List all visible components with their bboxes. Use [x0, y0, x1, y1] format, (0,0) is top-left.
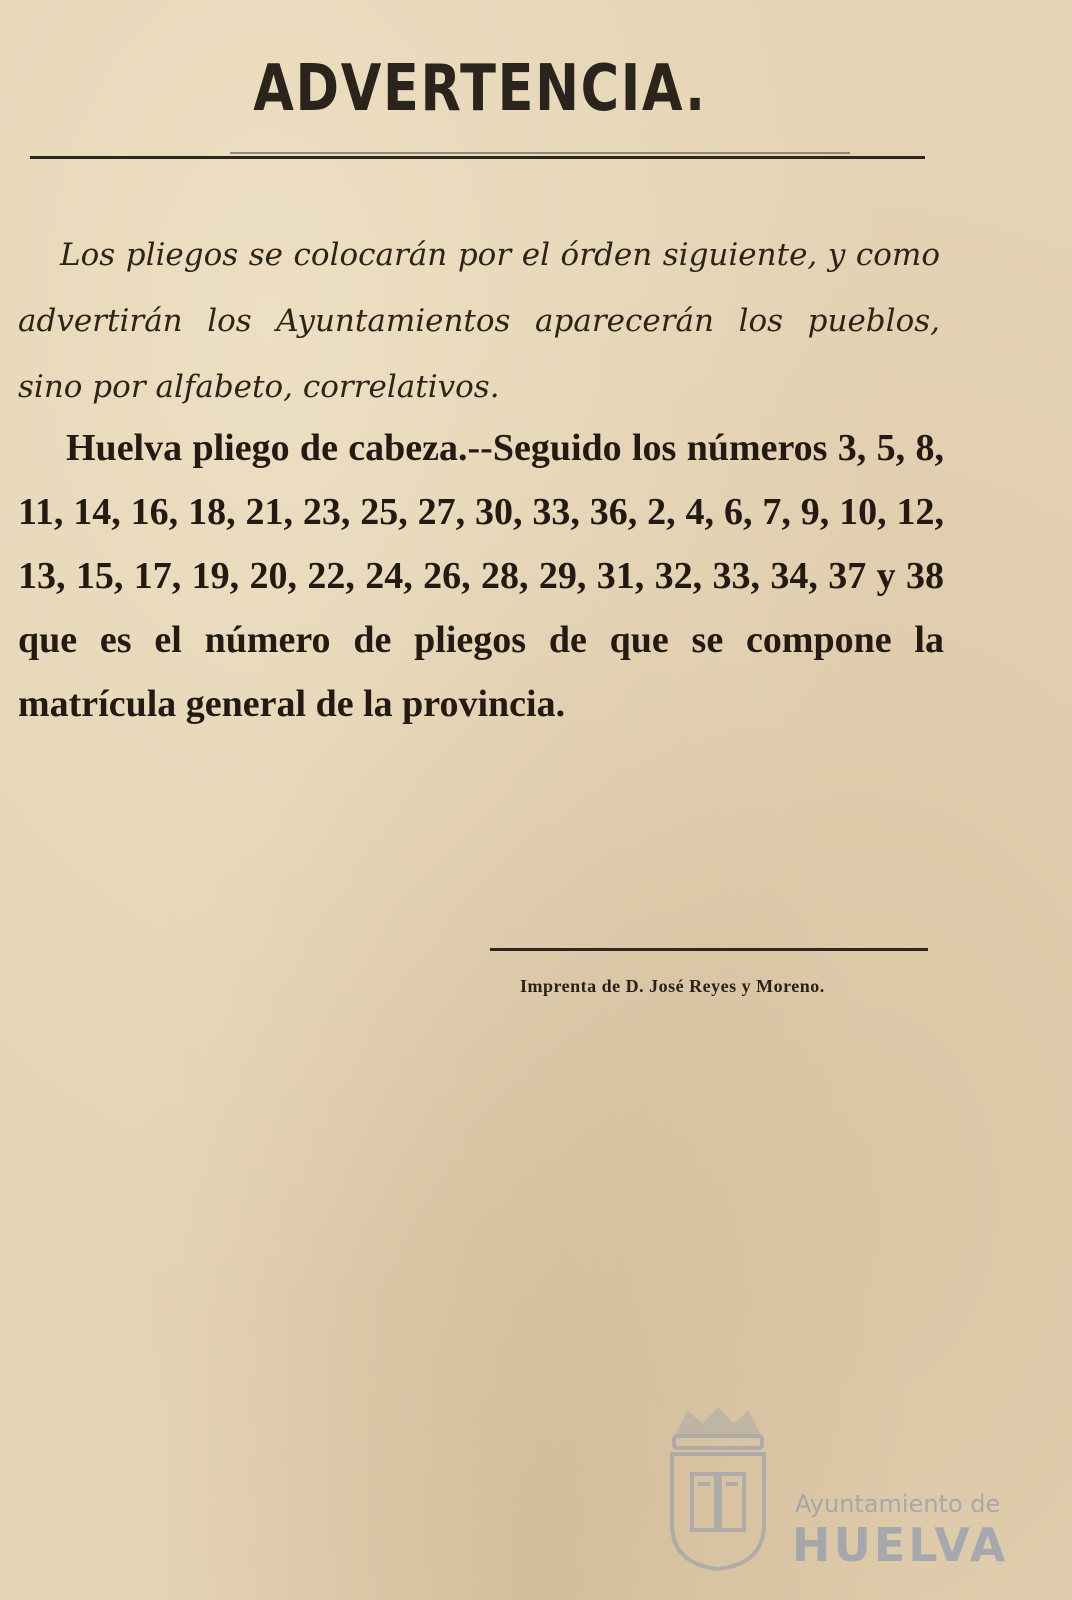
- main-paragraph: Huelva pliego de cabeza.--Seguido los números 3, 5, 8, 11, 14, 16, 18, 21, 23, 25, 27, 30, 33, 36, 2, 4, 6, 7, 9, 10, 12, 13, 15, 17, 19, 20, 22, 24, 26, 28, 29, 31, 32, 33, 34, 37 y 38 que es el número de pliegos de que se compone la matrícula general de la provincia.: [18, 427, 944, 725]
- watermark-line-2: HUELVA: [792, 1518, 1009, 1572]
- coat-of-arms-watermark-icon: [658, 1404, 778, 1574]
- document-title: ADVERTENCIA.: [253, 52, 707, 126]
- intro-paragraph: Los pliegos se colocarán por el órden siguiente, y como advertirán los Ayuntamientos aparecerán los pueblos, sino por alfabeto, correlativos.: [18, 237, 940, 405]
- imprint-divider: [490, 948, 928, 951]
- watermark-line-1: Ayuntamiento de: [795, 1490, 1001, 1518]
- imprint-line: Imprenta de D. José Reyes y Moreno.: [520, 976, 825, 996]
- title-divider: [30, 156, 925, 159]
